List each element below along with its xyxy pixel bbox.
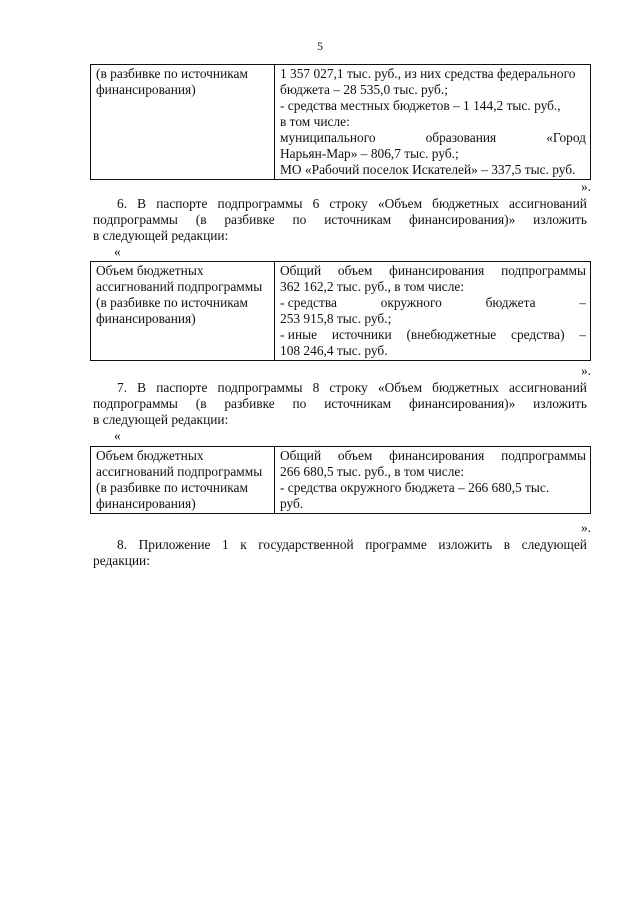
- word: финансирования: [389, 263, 485, 278]
- table-subprogram-6: [90, 261, 591, 361]
- word: паспорте: [156, 196, 208, 211]
- closing-quote: ».: [580, 179, 591, 194]
- text-line: [93, 396, 587, 412]
- word: изложить: [533, 396, 587, 411]
- word: 6.: [117, 196, 128, 211]
- word: «Объем: [377, 196, 423, 211]
- text-line: ассигнований подпрограммы: [96, 279, 263, 294]
- text-line: Нарьян-Мар» – 806,7 тыс. руб.;: [280, 146, 459, 161]
- word: 7.: [117, 380, 128, 395]
- word: В: [137, 380, 147, 395]
- paragraph-item-6: [93, 196, 587, 244]
- word: по: [292, 212, 307, 227]
- text-line: - средства окружного бюджета – 266 680,5 тыс.: [280, 480, 550, 495]
- text-line: в следующей редакции:: [93, 228, 229, 243]
- table-budget-continued: [90, 64, 591, 180]
- text-line: (в разбивке по источникам: [96, 295, 248, 310]
- word: «Объем: [377, 380, 423, 395]
- table-cell-value: [275, 262, 591, 361]
- text-line: [280, 448, 586, 464]
- table-cell-value: [275, 65, 591, 180]
- table-row: [91, 262, 591, 361]
- table-cell-label: [91, 262, 275, 361]
- word: образования: [425, 130, 497, 145]
- word: (в: [195, 396, 207, 411]
- text-line: [93, 380, 587, 396]
- text-line: 266 680,5 тыс. руб., в том числе:: [280, 464, 465, 479]
- word: Приложение: [138, 537, 211, 552]
- text-line: МО «Рабочий поселок Искателей» – 337,5 тыс. руб.: [280, 162, 576, 177]
- word: - средства: [280, 295, 337, 310]
- text-line: [280, 327, 586, 343]
- word: муниципального: [280, 130, 376, 145]
- word: по: [292, 396, 307, 411]
- text-line: редакции:: [93, 553, 150, 568]
- text-line: 1 357 027,1 тыс. руб., из них средства федерального: [280, 66, 576, 81]
- text-line: Объем бюджетных: [96, 448, 204, 463]
- word: подпрограммы: [93, 396, 178, 411]
- text-line: [280, 295, 586, 311]
- closing-quote: ».: [580, 520, 591, 535]
- word: программе: [365, 537, 427, 552]
- opening-quote: «: [114, 428, 121, 443]
- word: изложить: [533, 212, 587, 227]
- table-row: [91, 447, 591, 514]
- text-line: бюджета – 28 535,0 тыс. руб.;: [280, 82, 448, 97]
- word: подпрограммы: [93, 212, 178, 227]
- word: (в: [195, 212, 207, 227]
- table-cell-value: [275, 447, 591, 514]
- word: источникам: [324, 212, 392, 227]
- word: - иные: [280, 327, 318, 342]
- word: «Город: [546, 130, 586, 145]
- text-line: 108 246,4 тыс. руб.: [280, 343, 388, 358]
- word: разбивке: [224, 396, 275, 411]
- text-line: [280, 130, 586, 146]
- paragraph-item-8: [93, 537, 587, 569]
- text-line: [93, 537, 587, 553]
- word: источники: [331, 327, 392, 342]
- word: Общий: [280, 448, 322, 463]
- text-line: [93, 212, 587, 228]
- word: строку: [329, 196, 368, 211]
- word: объем: [337, 448, 373, 463]
- word: Общий: [280, 263, 322, 278]
- text-line: в том числе:: [280, 114, 350, 129]
- text-line: [280, 263, 586, 279]
- word: 6: [312, 196, 320, 211]
- text-line: (в разбивке по источникам: [96, 480, 248, 495]
- text-line: в следующей редакции:: [93, 412, 229, 427]
- text-line: Объем бюджетных: [96, 263, 204, 278]
- word: государственной: [258, 537, 354, 552]
- text-line: 253 915,8 тыс. руб.;: [280, 311, 392, 326]
- table-cell-label: [91, 65, 275, 180]
- word: подпрограммы: [501, 448, 586, 463]
- word: ассигнований: [508, 196, 587, 211]
- word: –: [579, 295, 586, 310]
- table-subprogram-8: [90, 446, 591, 514]
- word: строку: [329, 380, 368, 395]
- word: финансирования)»: [408, 396, 516, 411]
- closing-quote: ».: [580, 363, 591, 378]
- text-line: [93, 196, 587, 212]
- word: бюджетных: [432, 196, 499, 211]
- word: паспорте: [156, 380, 208, 395]
- word: 8: [312, 380, 320, 395]
- word: финансирования: [389, 448, 485, 463]
- word: бюджетных: [432, 380, 499, 395]
- word: В: [137, 196, 147, 211]
- word: следующей: [521, 537, 587, 552]
- word: окружного: [380, 295, 442, 310]
- text-line: финансирования): [96, 82, 196, 97]
- word: изложить: [438, 537, 493, 552]
- text-line: руб.: [280, 496, 304, 511]
- table-cell-label: [91, 447, 275, 514]
- text-line: 362 162,2 тыс. руб., в том числе:: [280, 279, 465, 294]
- word: бюджета: [485, 295, 536, 310]
- word: в: [503, 537, 511, 552]
- word: 1: [221, 537, 229, 552]
- text-line: ассигнований подпрограммы: [96, 464, 263, 479]
- word: подпрограммы: [501, 263, 586, 278]
- word: источникам: [324, 396, 392, 411]
- word: объем: [337, 263, 373, 278]
- word: ассигнований: [508, 380, 587, 395]
- opening-quote: «: [114, 244, 121, 259]
- text-line: - средства местных бюджетов – 1 144,2 тыс. руб.,: [280, 98, 561, 113]
- word: подпрограммы: [217, 196, 303, 211]
- page-number: 5: [317, 39, 323, 53]
- paragraph-item-7: [93, 380, 587, 428]
- word: финансирования)»: [408, 212, 516, 227]
- text-line: финансирования): [96, 496, 196, 511]
- word: –: [579, 327, 586, 342]
- text-line: финансирования): [96, 311, 196, 326]
- word: средства): [511, 327, 565, 342]
- word: к: [240, 537, 247, 552]
- table-row: [91, 65, 591, 180]
- word: разбивке: [224, 212, 275, 227]
- word: (внебюджетные: [406, 327, 497, 342]
- word: 8.: [117, 537, 128, 552]
- word: подпрограммы: [217, 380, 303, 395]
- text-line: (в разбивке по источникам: [96, 66, 248, 81]
